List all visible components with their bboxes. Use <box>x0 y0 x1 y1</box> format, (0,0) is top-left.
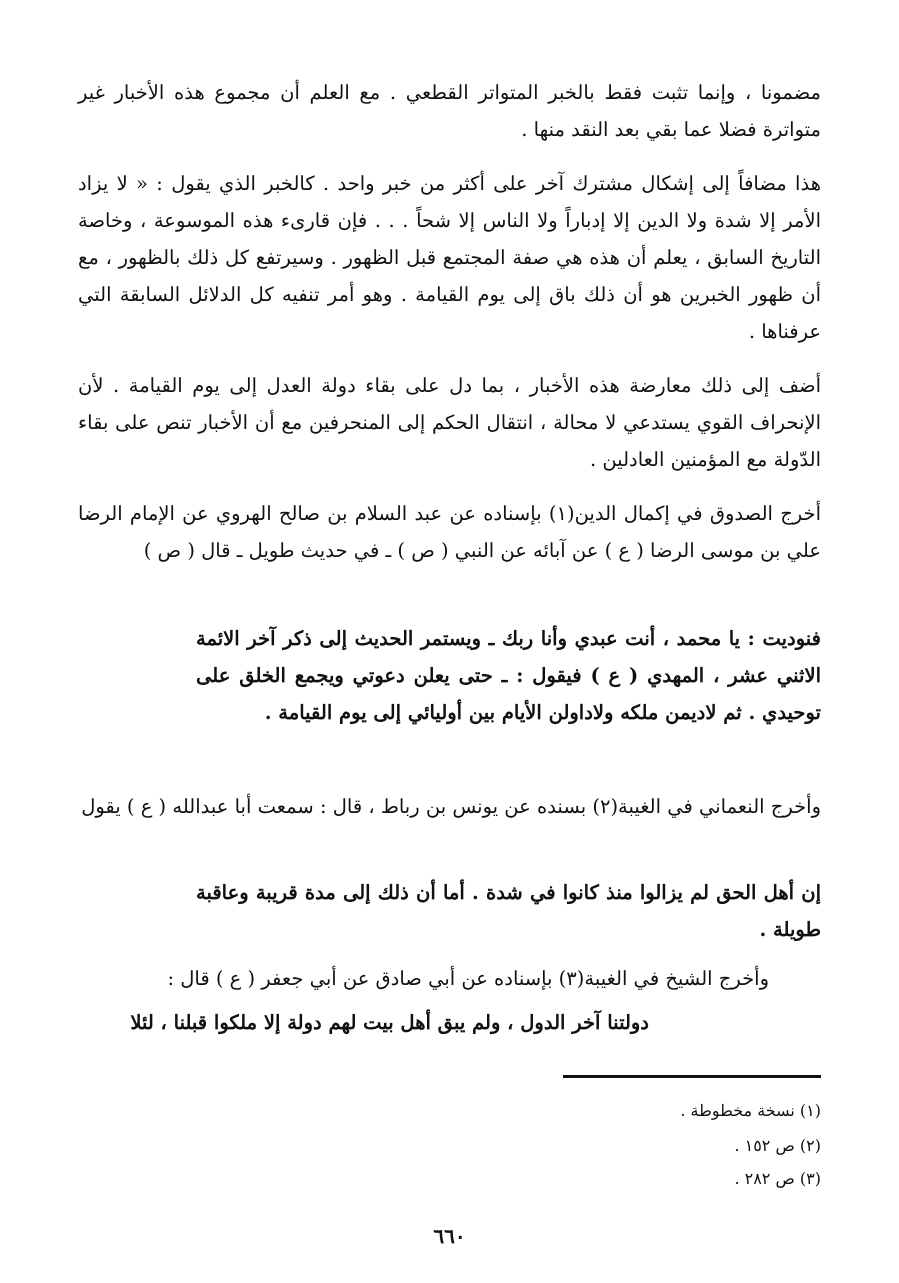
page-number: ٦٦٠ <box>433 1224 466 1248</box>
paragraph-4: أخرج الصدوق في إكمال الدين(١) بإسناده عن عبد السلام بن صالح الهروي عن الإمام الرضا علي بن موسى الرضا ( ع ) عن آبائه عن النبي ( ص ) ـ في حديث طويل ـ قال ( ص ) <box>78 502 822 562</box>
paragraph-1: مضمونا ، وإنما تثبت فقط بالخبر المتواتر القطعي . مع العلم أن مجموع هذه الأخبار غير متواترة فضلا عما بقي بعد النقد منها . <box>78 81 821 141</box>
hadith-quote-3: دولتنا آخر الدول ، ولم يبق أهل بيت لهم دولة إلا ملكوا قبلنا ، لئلا <box>130 1011 649 1034</box>
footnote-3: (٣) ص ٢٨٢ . <box>734 1169 821 1188</box>
paragraph-5: وأخرج النعماني في الغيبة(٢) بسنده عن يونس بن رباط ، قال : سمعت أبا عبدالله ( ع ) يقول <box>81 795 821 818</box>
hadith-quote-1: فنوديت : يا محمد ، أنت عبدي وأنا ربك ـ ويستمر الحديث إلى ذكر آخر الائمة الاثني عشر ، المهدي ( ع ) فيقول : ـ حتى يعلن دعوتي ويجمع الخلق على توحيدي . ثم لاديمن ملكه ولاداولن الأيام بين أوليائي إلى يوم القيامة . <box>196 627 821 724</box>
hadith-quote-2: إن أهل الحق لم يزالوا منذ كانوا في شدة . أما أن ذلك إلى مدة قريبة وعاقبة طويلة . <box>196 881 821 941</box>
paragraph-6: وأخرج الشيخ في الغيبة(٣) بإسناده عن أبي صادق عن أبي جعفر ( ع ) قال : <box>167 967 769 990</box>
footnote-2: (٢) ص ١٥٢ . <box>734 1136 821 1155</box>
paragraph-3: أضف إلى ذلك معارضة هذه الأخبار ، بما دل على بقاء دولة العدل إلى يوم القيامة . لأن الإنحراف القوي يستدعي لا محالة ، انتقال الحكم إلى المنحرفين مع أن الأخبار تنص على بقاء الدّولة مع المؤمنين العادلين . <box>78 374 821 471</box>
footnote-1: (١) نسخة مخطوطة . <box>680 1101 821 1120</box>
footnote-separator <box>563 1075 821 1078</box>
paragraph-2: هذا مضافاً إلى إشكال مشترك آخر على أكثر من خبر واحد . كالخبر الذي يقول : « لا يزاد الأمر إلا شدة ولا الدين إلا إدباراً ولا الناس إلا شحاً . . . فإن قارىء هذه الموسوعة ، وخاصة التاريخ السابق ، يعلم أن هذه هي صفة المجتمع قبل الظهور . وسيرتفع كل ذلك بالظهور ، مع أن ظهور الخبرين هو أن ذلك باق إلى يوم القيامة . وهو أمر تنفيه كل الدلائل السابقة التي عرفناها . <box>78 172 821 343</box>
